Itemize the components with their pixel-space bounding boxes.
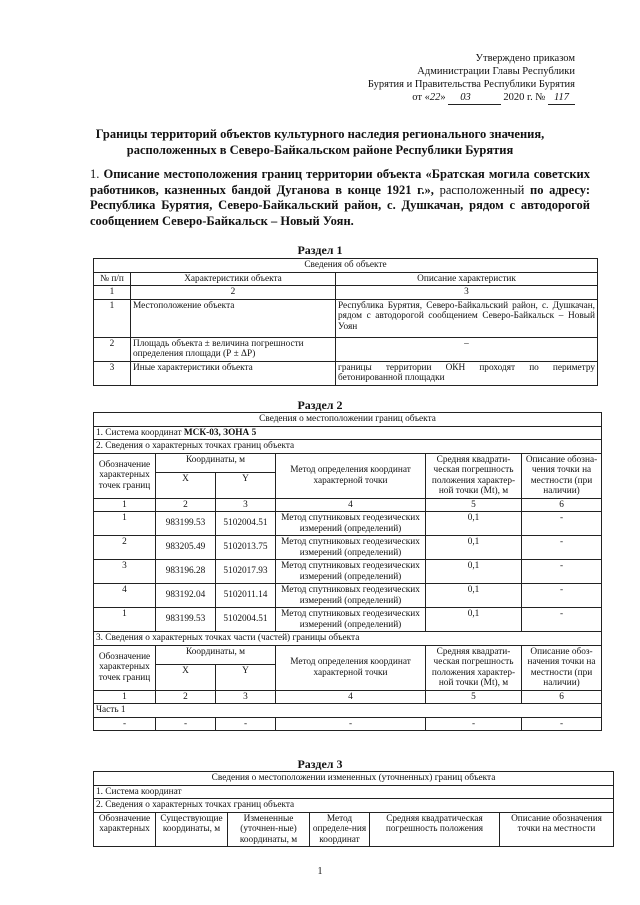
table-row bbox=[94, 299, 598, 337]
s2-part-label: Часть 1 bbox=[94, 704, 602, 718]
intro-paragraph bbox=[90, 167, 590, 229]
s2-point: 4 bbox=[94, 584, 156, 608]
s2-desc: - bbox=[522, 512, 602, 536]
s2-err: 0,1 bbox=[426, 584, 522, 608]
s2-x: 983192.04 bbox=[156, 584, 216, 608]
s2-err: 0,1 bbox=[426, 512, 522, 536]
s2-desc: - bbox=[522, 560, 602, 584]
s2-index-cell: 4 bbox=[276, 498, 426, 512]
section-2-table bbox=[93, 412, 602, 731]
s3-caption: Сведения о местоположении измененных (уточненных) границ объекта bbox=[94, 772, 614, 786]
intro-normal: расположенный bbox=[433, 182, 531, 197]
s2-index3-cell: 2 bbox=[156, 690, 216, 704]
s2-part-dash: - bbox=[276, 717, 426, 731]
s2-y: 5102011.14 bbox=[216, 584, 276, 608]
approval-month: 03 bbox=[448, 91, 501, 105]
s3-h3: Измененные (уточнен-ные) координаты, м bbox=[228, 812, 310, 847]
s2-h-err: Средняя квадрати-ческая погрешность положения характер-ной точки (Мt), м bbox=[426, 453, 522, 498]
s2-caption: Сведения о местоположении границ объекта bbox=[94, 413, 602, 427]
s1-row-desc: Республика Бурятия, Северо-Байкальский район, с. Душкачан, рядом с автодорогой сообщением Северо-Байкальск – Новый Уоян bbox=[336, 299, 598, 337]
s2-desc: - bbox=[522, 608, 602, 632]
s2-index-cell: 5 bbox=[426, 498, 522, 512]
approval-year: 2020 г. № bbox=[503, 92, 546, 103]
approval-block bbox=[368, 52, 575, 105]
s1-caption: Сведения об объекте bbox=[94, 259, 598, 273]
section-1-heading: Раздел 1 bbox=[297, 243, 343, 257]
s3-h2: Существующие координаты, м bbox=[156, 812, 228, 847]
table-row bbox=[94, 717, 602, 731]
s2-index-cell: 1 bbox=[94, 498, 156, 512]
s1-row-num: 2 bbox=[94, 337, 131, 361]
section-2-heading: Раздел 2 bbox=[297, 398, 343, 412]
s1-index-cell: 1 bbox=[94, 286, 131, 300]
s2-h-x: X bbox=[156, 472, 216, 498]
approval-line-1: Утверждено приказом bbox=[475, 53, 575, 64]
approval-line-4 bbox=[368, 91, 575, 105]
s3-h4: Метод определе-ния координат bbox=[310, 812, 370, 847]
s2-coord-value: МСК-03, ЗОНА 5 bbox=[183, 427, 257, 438]
s2-h3-desc: Описание обоз-начения точки на местности (при наличии) bbox=[522, 645, 602, 690]
document-title bbox=[60, 126, 580, 158]
s1-index-cell: 3 bbox=[336, 286, 598, 300]
page-number: 1 bbox=[317, 866, 323, 877]
s2-h3-coords: Координаты, м bbox=[156, 645, 276, 664]
s2-x: 983205.49 bbox=[156, 536, 216, 560]
s2-h-coords: Координаты, м bbox=[156, 453, 276, 472]
title-line-1: Границы территорий объектов культурного наследия регионального значения, bbox=[95, 127, 545, 141]
s2-method: Метод спутниковых геодезических измерений (определений) bbox=[276, 608, 426, 632]
s2-part-dash: - bbox=[522, 717, 602, 731]
s2-index3-cell: 6 bbox=[522, 690, 602, 704]
s2-x: 983196.28 bbox=[156, 560, 216, 584]
s2-index-cell: 2 bbox=[156, 498, 216, 512]
s2-method: Метод спутниковых геодезических измерений (определений) bbox=[276, 512, 426, 536]
intro-bold: Описание местоположения границ территории объекта «Братская могила советских работников, казненных бандой Дуганова в конце 1921 г.», bbox=[90, 167, 590, 197]
s2-h3-point: Обозначение характерных точек границ bbox=[94, 645, 156, 690]
s3-h5: Средняя квадратическая погрешность положения bbox=[370, 812, 500, 847]
s2-method: Метод спутниковых геодезических измерений (определений) bbox=[276, 560, 426, 584]
table-row bbox=[94, 608, 602, 632]
s2-y: 5102017.93 bbox=[216, 560, 276, 584]
s2-index3-cell: 4 bbox=[276, 690, 426, 704]
s2-h-y: Y bbox=[216, 472, 276, 498]
s1-row-char: Местоположение объекта bbox=[131, 299, 336, 337]
section-3-table bbox=[93, 771, 614, 847]
s2-method: Метод спутниковых геодезических измерений (определений) bbox=[276, 536, 426, 560]
approval-day: 22 bbox=[429, 92, 441, 103]
table-row bbox=[94, 584, 602, 608]
s2-method: Метод спутниковых геодезических измерений (определений) bbox=[276, 584, 426, 608]
s2-h3-method: Метод определения координат характерной точки bbox=[276, 645, 426, 690]
s2-index3-cell: 3 bbox=[216, 690, 276, 704]
s2-y: 5102013.75 bbox=[216, 536, 276, 560]
s2-y: 5102004.51 bbox=[216, 608, 276, 632]
s2-h-desc: Описание обозна-чения точки на местности (при наличии) bbox=[522, 453, 602, 498]
s2-sub2: 2. Сведения о характерных точках границ объекта bbox=[94, 440, 602, 454]
table-row bbox=[94, 512, 602, 536]
section-1-table bbox=[93, 258, 598, 386]
s2-part-dash: - bbox=[426, 717, 522, 731]
s1-header-char: Характеристики объекта bbox=[131, 272, 336, 286]
approval-number: 117 bbox=[548, 91, 575, 105]
s2-index3-cell: 5 bbox=[426, 690, 522, 704]
s2-part-dash: - bbox=[156, 717, 216, 731]
s1-row-num: 1 bbox=[94, 299, 131, 337]
s3-h1: Обозначение характерных bbox=[94, 812, 156, 847]
intro-number: 1. bbox=[90, 167, 100, 181]
title-line-2: расположенных в Северо-Байкальском районе Республики Бурятия bbox=[126, 143, 514, 157]
s1-row-desc: границы территории ОКН проходят по периметру бетонированной площадки bbox=[336, 361, 598, 385]
s2-index-cell: 3 bbox=[216, 498, 276, 512]
s1-row-num: 3 bbox=[94, 361, 131, 385]
s2-point: 2 bbox=[94, 536, 156, 560]
approval-date-prefix: от « bbox=[412, 92, 430, 103]
s2-desc: - bbox=[522, 536, 602, 560]
s2-desc: - bbox=[522, 584, 602, 608]
s2-x: 983199.53 bbox=[156, 512, 216, 536]
s2-h3-y: Y bbox=[216, 664, 276, 690]
section-3-heading: Раздел 3 bbox=[297, 757, 343, 771]
table-row bbox=[94, 337, 598, 361]
s2-sub3: 3. Сведения о характерных точках части (частей) границы объекта bbox=[94, 632, 602, 646]
s2-point: 1 bbox=[94, 512, 156, 536]
s2-index3-cell: 1 bbox=[94, 690, 156, 704]
s2-point: 1 bbox=[94, 608, 156, 632]
s2-err: 0,1 bbox=[426, 560, 522, 584]
table-row bbox=[94, 560, 602, 584]
s1-header-num: № п/п bbox=[94, 272, 131, 286]
s3-sub1: 1. Система координат bbox=[94, 785, 614, 799]
s1-row-desc: – bbox=[336, 337, 598, 361]
s2-index-cell: 6 bbox=[522, 498, 602, 512]
s1-row-char: Иные характеристики объекта bbox=[131, 361, 336, 385]
s1-index-cell: 2 bbox=[131, 286, 336, 300]
s3-h6: Описание обозначения точки на местности bbox=[500, 812, 614, 847]
s2-part-dash: - bbox=[216, 717, 276, 731]
intro-bold-2: по адресу: Республика Бурятия, Северо-Байкальский район, с. Душкачан, рядом с автодорогой сообщением Северо-Байкальск – Новый Уоян. bbox=[90, 182, 590, 228]
s2-h3-x: X bbox=[156, 664, 216, 690]
s2-h-point: Обозначение характерных точек границ bbox=[94, 453, 156, 498]
s2-x: 983199.53 bbox=[156, 608, 216, 632]
s2-err: 0,1 bbox=[426, 536, 522, 560]
approval-line-3: Бурятия и Правительства Республики Бурятия bbox=[367, 79, 575, 90]
s1-row-char: Площадь объекта ± величина погрешности определения площади (Р ± ΔР) bbox=[131, 337, 336, 361]
s2-h3-err: Средняя квадрати-ческая погрешность положения характер-ной точки (Мt), м bbox=[426, 645, 522, 690]
s2-h-method: Метод определения координат характерной точки bbox=[276, 453, 426, 498]
approval-date-mid: » bbox=[440, 92, 446, 103]
s2-y: 5102004.51 bbox=[216, 512, 276, 536]
s3-sub2: 2. Сведения о характерных точках границ объекта bbox=[94, 799, 614, 813]
table-row bbox=[94, 361, 598, 385]
s2-err: 0,1 bbox=[426, 608, 522, 632]
approval-line-2: Администрации Главы Республики bbox=[417, 66, 575, 77]
s2-point: 3 bbox=[94, 560, 156, 584]
s2-coord-system bbox=[94, 426, 602, 440]
s2-coord-label: 1. Система координат bbox=[96, 427, 184, 438]
s1-header-desc: Описание характеристик bbox=[336, 272, 598, 286]
s2-part-dash: - bbox=[94, 717, 156, 731]
table-row bbox=[94, 536, 602, 560]
